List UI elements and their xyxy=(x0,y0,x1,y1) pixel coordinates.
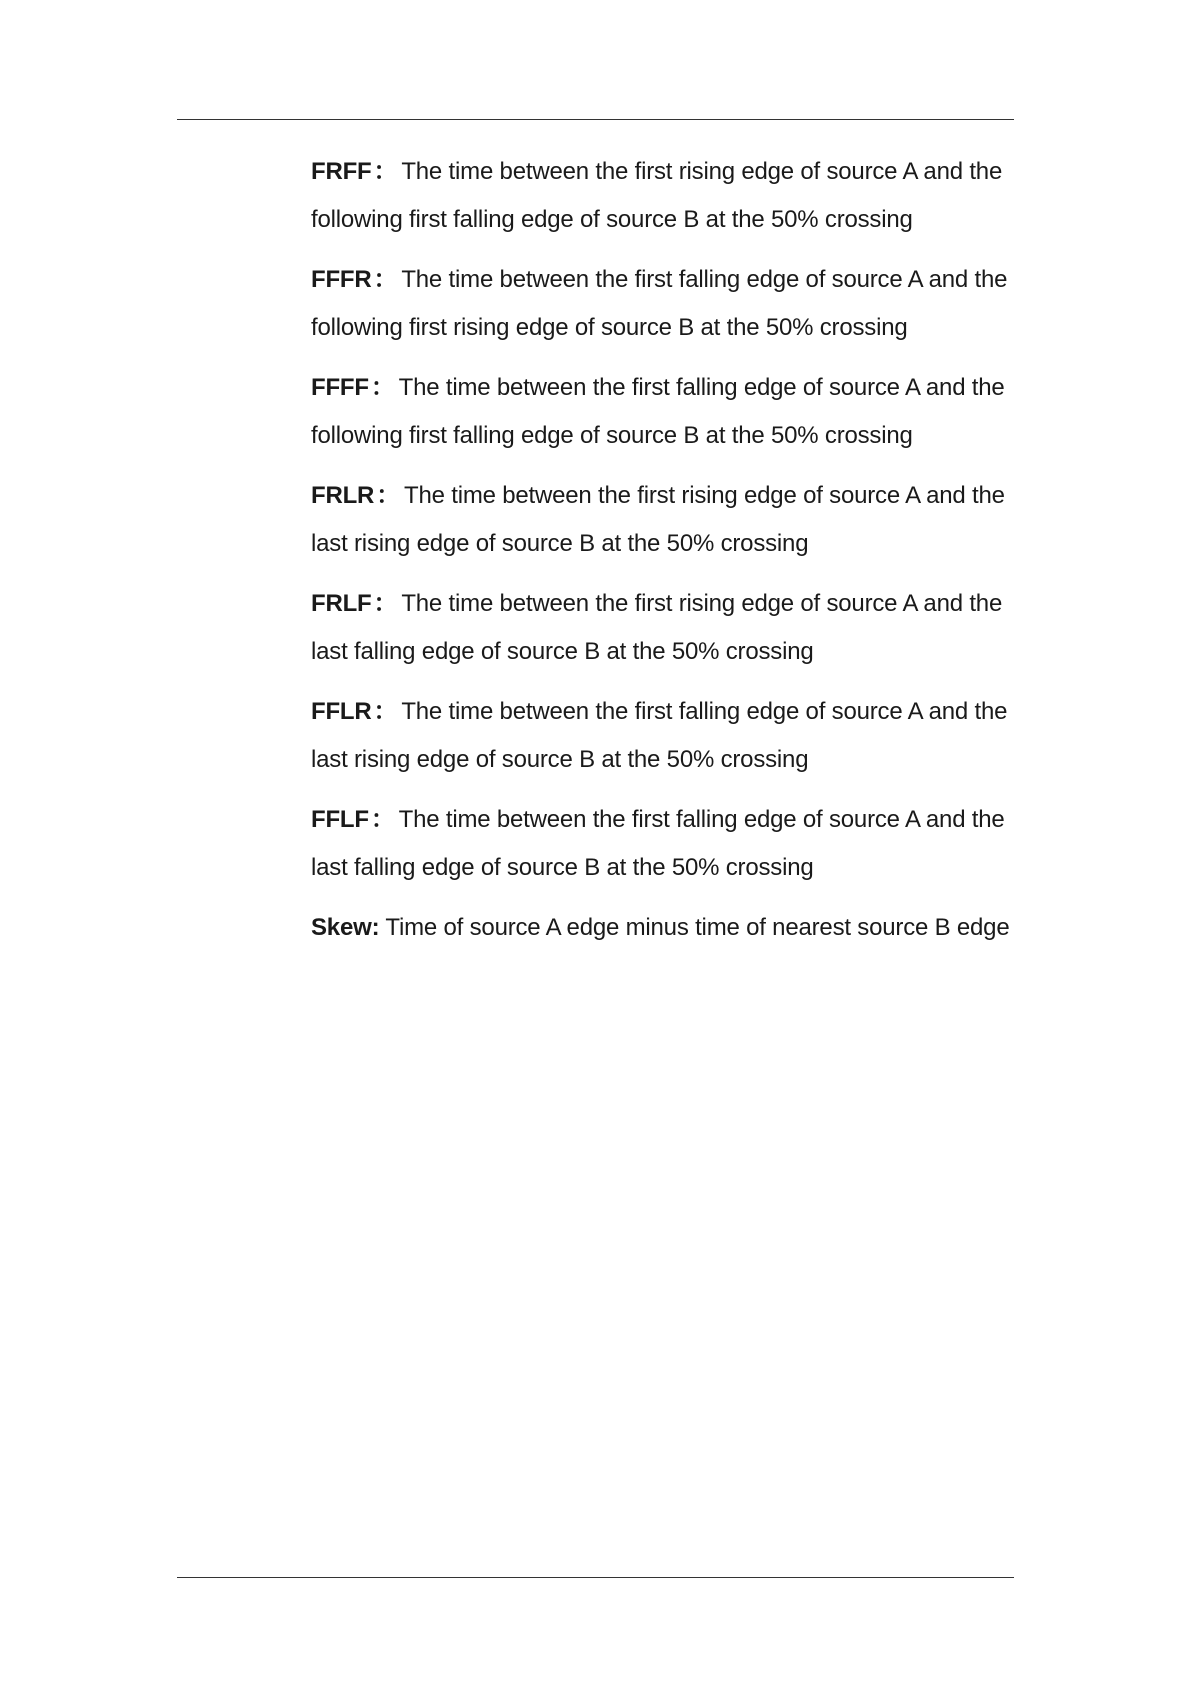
definition-separator: ： xyxy=(373,698,398,725)
definition-term: FFLR xyxy=(311,698,372,725)
definition-text: The time between the first falling edge of source A and the following first rising edge of source B at the 50% crossing xyxy=(311,266,1008,341)
definitions-list xyxy=(311,148,1011,964)
definition-separator: ： xyxy=(376,482,400,509)
definition-term: FRLR xyxy=(311,482,375,509)
footer-rule xyxy=(177,1577,1014,1578)
definition-term: FRLF xyxy=(311,590,372,617)
definition-separator: ： xyxy=(373,590,398,617)
definition-text: The time between the first falling edge of source A and the last falling edge of source B at the 50% crossing xyxy=(311,806,1005,881)
definition-fflf xyxy=(311,796,1011,892)
definition-text: The time between the first falling edge of source A and the last rising edge of source B at the 50% crossing xyxy=(311,698,1008,773)
definition-ffff xyxy=(311,364,1011,460)
definition-skew xyxy=(311,904,1011,952)
definition-fffr xyxy=(311,256,1011,352)
definition-frlf xyxy=(311,580,1011,676)
definition-term: FFFF xyxy=(311,374,369,401)
definition-separator: ： xyxy=(373,158,398,185)
definition-text: The time between the first rising edge of source A and the last rising edge of source B at the 50% crossing xyxy=(311,482,1005,557)
definition-fflr xyxy=(311,688,1011,784)
definition-separator: ： xyxy=(370,374,395,401)
definition-frlr xyxy=(311,472,1011,568)
definition-term: Skew: xyxy=(311,914,380,941)
definition-text: Time of source A edge minus time of nearest source B edge xyxy=(385,914,1010,941)
definition-text: The time between the first falling edge of source A and the following first falling edge of source B at the 50% crossing xyxy=(311,374,1005,449)
definition-text: The time between the first rising edge of source A and the following first falling edge of source B at the 50% crossing xyxy=(311,158,1003,233)
definition-separator: ： xyxy=(373,266,398,293)
definition-text: The time between the first rising edge of source A and the last falling edge of source B at the 50% crossing xyxy=(311,590,1003,665)
definition-term: FRFF xyxy=(311,158,372,185)
definition-term: FFLF xyxy=(311,806,369,833)
definition-term: FFFR xyxy=(311,266,372,293)
definition-frff xyxy=(311,148,1011,244)
definition-separator: ： xyxy=(370,806,395,833)
header-rule xyxy=(177,119,1014,120)
